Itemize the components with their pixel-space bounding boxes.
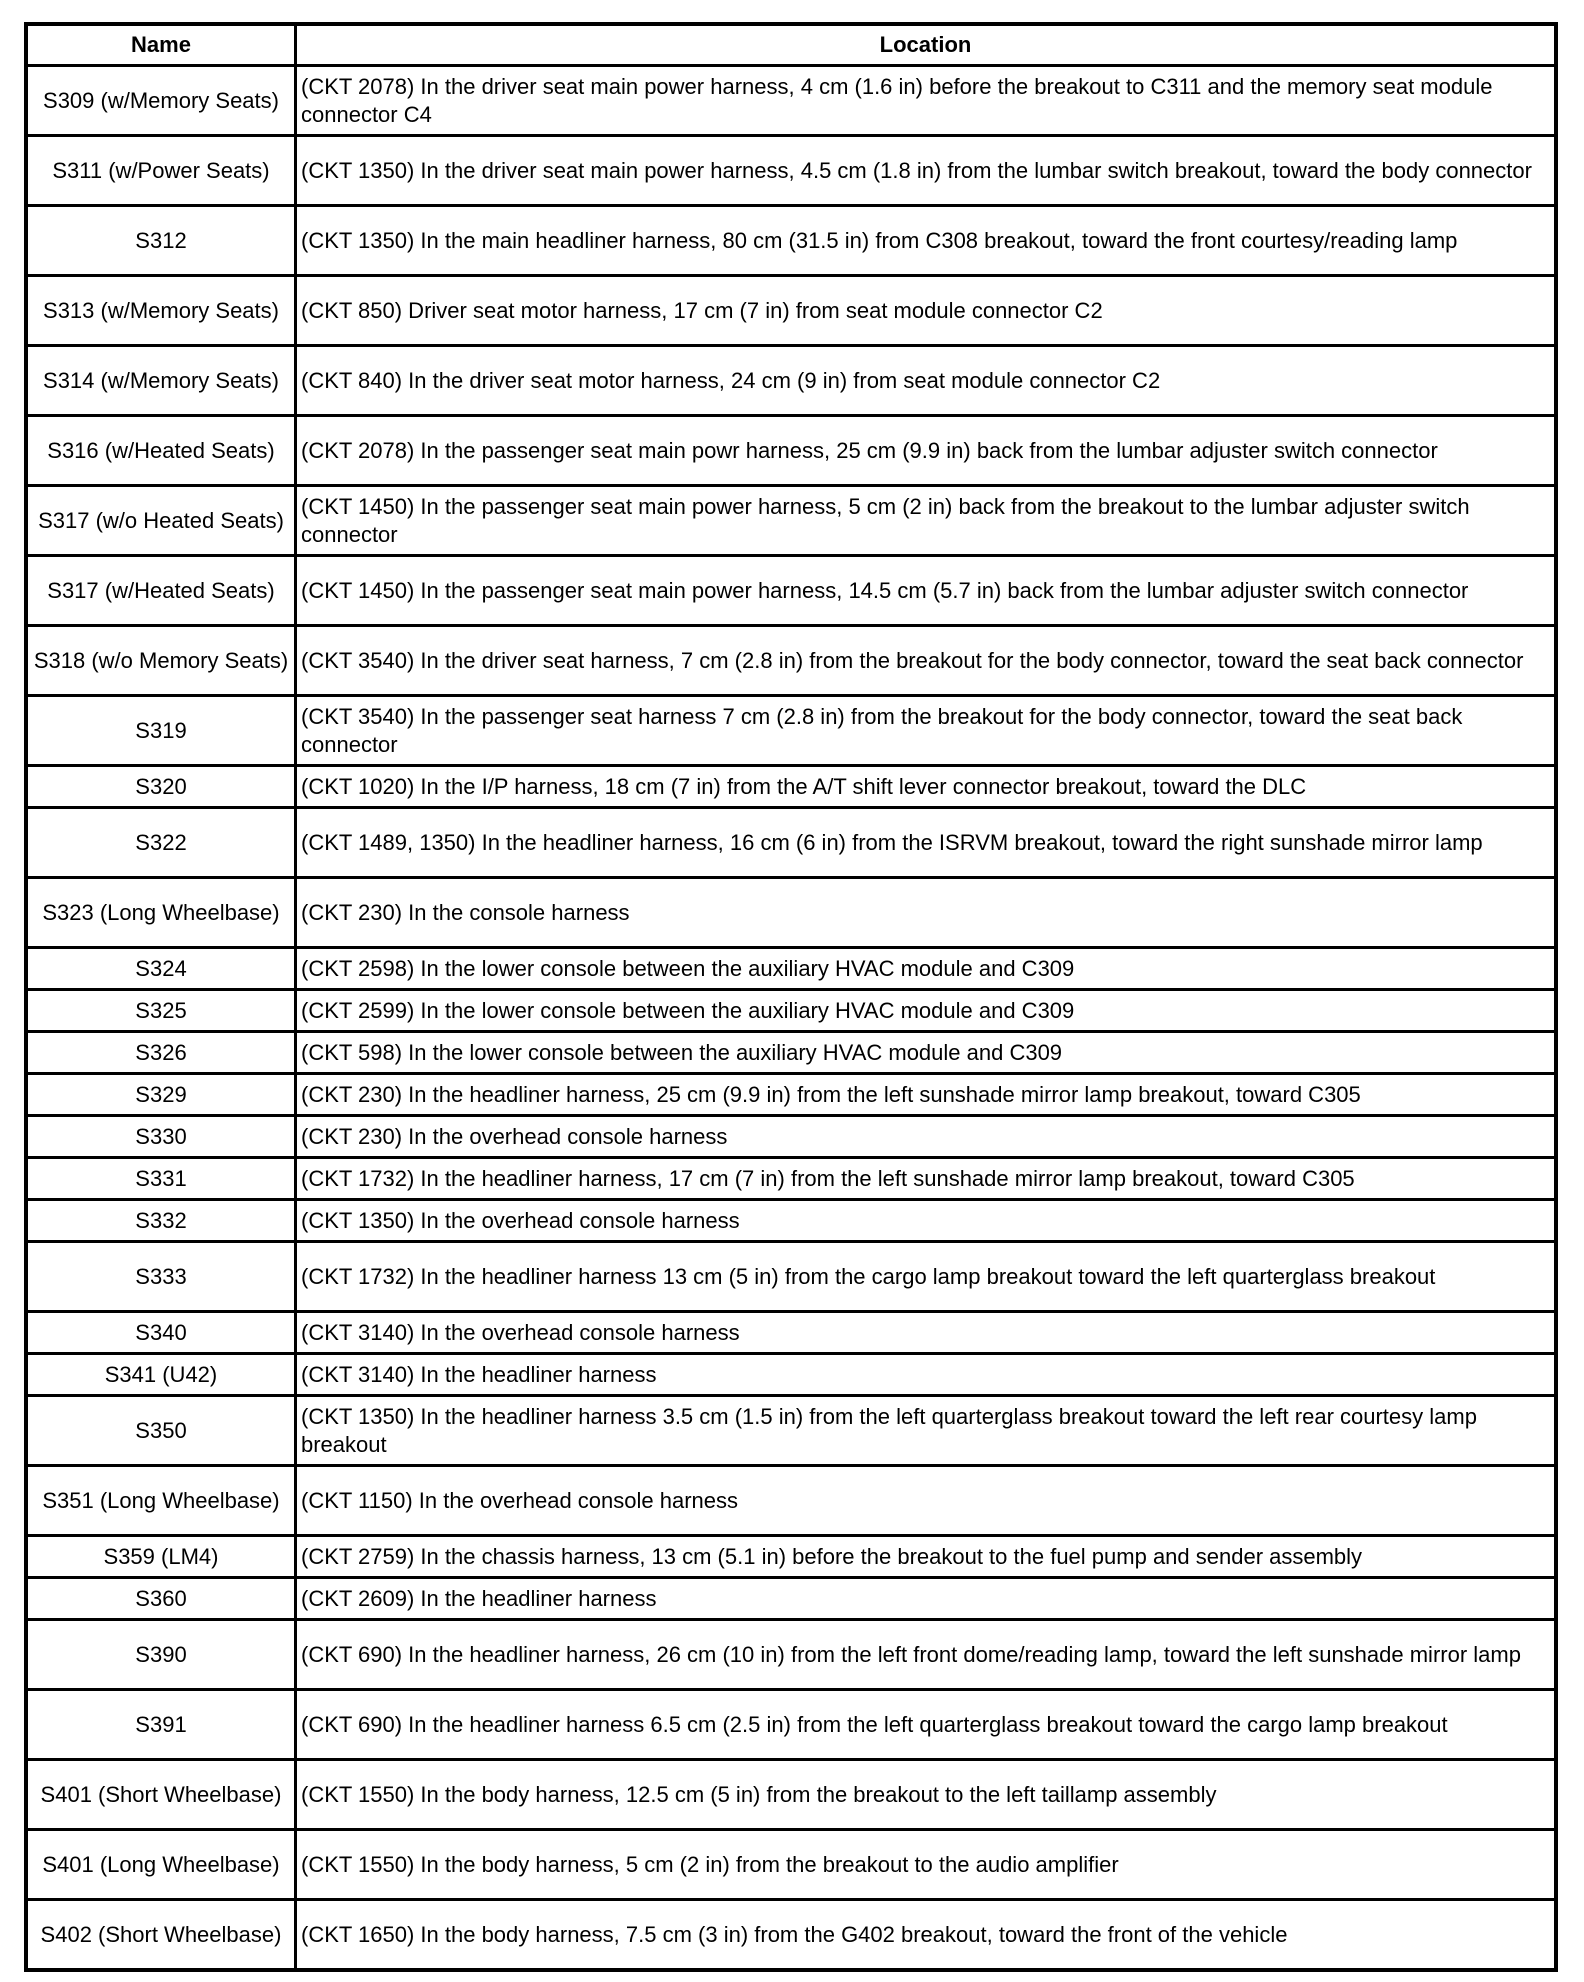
- table-header-row: [26, 24, 1556, 66]
- table-row: [26, 808, 1556, 878]
- splice-location: (CKT 1489, 1350) In the headliner harness, 16 cm (6 in) from the ISRVM breakout, toward the right sunshade mirror lamp: [296, 808, 1557, 878]
- splice-name: S312: [26, 206, 296, 276]
- splice-name: S330: [26, 1116, 296, 1158]
- table-row: [26, 1032, 1556, 1074]
- table-row: [26, 1690, 1556, 1760]
- table-row: [26, 1312, 1556, 1354]
- table-row: [26, 556, 1556, 626]
- table-row: [26, 416, 1556, 486]
- splice-location: (CKT 690) In the headliner harness, 26 cm (10 in) from the left front dome/reading lamp, toward the left sunshade mirror lamp: [296, 1620, 1557, 1690]
- splice-name: S391: [26, 1690, 296, 1760]
- splice-location: (CKT 2078) In the passenger seat main powr harness, 25 cm (9.9 in) back from the lumbar adjuster switch connector: [296, 416, 1557, 486]
- splice-location: (CKT 850) Driver seat motor harness, 17 cm (7 in) from seat module connector C2: [296, 276, 1557, 346]
- splice-name: S319: [26, 696, 296, 766]
- table-row: [26, 206, 1556, 276]
- splice-name: S311 (w/Power Seats): [26, 136, 296, 206]
- splice-location: (CKT 690) In the headliner harness 6.5 cm (2.5 in) from the left quarterglass breakout toward the cargo lamp breakout: [296, 1690, 1557, 1760]
- splice-name: S323 (Long Wheelbase): [26, 878, 296, 948]
- table-row: [26, 1074, 1556, 1116]
- splice-location: (CKT 1732) In the headliner harness, 17 cm (7 in) from the left sunshade mirror lamp breakout, toward C305: [296, 1158, 1557, 1200]
- splice-location: (CKT 2598) In the lower console between the auxiliary HVAC module and C309: [296, 948, 1557, 990]
- splice-location: (CKT 230) In the console harness: [296, 878, 1557, 948]
- splice-name: S341 (U42): [26, 1354, 296, 1396]
- table-row: [26, 1578, 1556, 1620]
- splice-location: (CKT 3540) In the passenger seat harness 7 cm (2.8 in) from the breakout for the body connector, toward the seat back connector: [296, 696, 1557, 766]
- splice-name: S401 (Short Wheelbase): [26, 1760, 296, 1830]
- table-row: [26, 1620, 1556, 1690]
- splice-name: S401 (Long Wheelbase): [26, 1830, 296, 1900]
- splice-location: (CKT 3140) In the headliner harness: [296, 1354, 1557, 1396]
- splice-location: (CKT 1550) In the body harness, 12.5 cm (5 in) from the breakout to the left taillamp assembly: [296, 1760, 1557, 1830]
- splice-location: (CKT 1150) In the overhead console harness: [296, 1466, 1557, 1536]
- table-row: [26, 1900, 1556, 1971]
- splice-location: (CKT 2609) In the headliner harness: [296, 1578, 1557, 1620]
- splice-location: (CKT 230) In the overhead console harness: [296, 1116, 1557, 1158]
- splice-location: (CKT 3140) In the overhead console harness: [296, 1312, 1557, 1354]
- splice-name: S317 (w/Heated Seats): [26, 556, 296, 626]
- splice-location: (CKT 1732) In the headliner harness 13 cm (5 in) from the cargo lamp breakout toward the left quarterglass breakout: [296, 1242, 1557, 1312]
- splice-location: (CKT 230) In the headliner harness, 25 cm (9.9 in) from the left sunshade mirror lamp breakout, toward C305: [296, 1074, 1557, 1116]
- splice-location: (CKT 1020) In the I/P harness, 18 cm (7 in) from the A/T shift lever connector breakout, toward the DLC: [296, 766, 1557, 808]
- column-header-name: Name: [26, 24, 296, 66]
- splice-name: S325: [26, 990, 296, 1032]
- splice-name: S331: [26, 1158, 296, 1200]
- splice-location: (CKT 2078) In the driver seat main power harness, 4 cm (1.6 in) before the breakout to C311 and the memory seat module connector C4: [296, 66, 1557, 136]
- splice-name: S313 (w/Memory Seats): [26, 276, 296, 346]
- splice-location: (CKT 1450) In the passenger seat main power harness, 5 cm (2 in) back from the breakout to the lumbar adjuster switch connector: [296, 486, 1557, 556]
- splice-name: S360: [26, 1578, 296, 1620]
- splice-location-table: [24, 22, 1558, 1972]
- column-header-location: Location: [296, 24, 1557, 66]
- table-row: [26, 1466, 1556, 1536]
- table-row: [26, 990, 1556, 1032]
- splice-location: (CKT 1350) In the driver seat main power harness, 4.5 cm (1.8 in) from the lumbar switch breakout, toward the body connector: [296, 136, 1557, 206]
- splice-location: (CKT 3540) In the driver seat harness, 7 cm (2.8 in) from the breakout for the body connector, toward the seat back connector: [296, 626, 1557, 696]
- table-row: [26, 1116, 1556, 1158]
- table-row: [26, 276, 1556, 346]
- splice-name: S322: [26, 808, 296, 878]
- table-row: [26, 1396, 1556, 1466]
- table-row: [26, 1354, 1556, 1396]
- table-row: [26, 1536, 1556, 1578]
- splice-name: S318 (w/o Memory Seats): [26, 626, 296, 696]
- table-row: [26, 486, 1556, 556]
- table-row: [26, 136, 1556, 206]
- table-row: [26, 1830, 1556, 1900]
- splice-name: S329: [26, 1074, 296, 1116]
- splice-name: S333: [26, 1242, 296, 1312]
- splice-name: S316 (w/Heated Seats): [26, 416, 296, 486]
- table-row: [26, 878, 1556, 948]
- splice-name: S332: [26, 1200, 296, 1242]
- table-row: [26, 766, 1556, 808]
- splice-name: S340: [26, 1312, 296, 1354]
- splice-location: (CKT 1350) In the headliner harness 3.5 cm (1.5 in) from the left quarterglass breakout toward the left rear courtesy lamp breakout: [296, 1396, 1557, 1466]
- splice-name: S359 (LM4): [26, 1536, 296, 1578]
- splice-location: (CKT 1350) In the overhead console harness: [296, 1200, 1557, 1242]
- table-row: [26, 696, 1556, 766]
- splice-name: S317 (w/o Heated Seats): [26, 486, 296, 556]
- table-row: [26, 948, 1556, 990]
- splice-name: S320: [26, 766, 296, 808]
- table-row: [26, 1200, 1556, 1242]
- splice-location: (CKT 840) In the driver seat motor harness, 24 cm (9 in) from seat module connector C2: [296, 346, 1557, 416]
- splice-name: S402 (Short Wheelbase): [26, 1900, 296, 1971]
- table-row: [26, 1760, 1556, 1830]
- table-row: [26, 346, 1556, 416]
- splice-location: (CKT 1350) In the main headliner harness, 80 cm (31.5 in) from C308 breakout, toward the front courtesy/reading lamp: [296, 206, 1557, 276]
- splice-name: S309 (w/Memory Seats): [26, 66, 296, 136]
- splice-location: (CKT 1550) In the body harness, 5 cm (2 in) from the breakout to the audio amplifier: [296, 1830, 1557, 1900]
- splice-location: (CKT 2599) In the lower console between the auxiliary HVAC module and C309: [296, 990, 1557, 1032]
- table-row: [26, 626, 1556, 696]
- splice-location: (CKT 598) In the lower console between the auxiliary HVAC module and C309: [296, 1032, 1557, 1074]
- table-row: [26, 66, 1556, 136]
- splice-name: S390: [26, 1620, 296, 1690]
- splice-name: S350: [26, 1396, 296, 1466]
- splice-name: S351 (Long Wheelbase): [26, 1466, 296, 1536]
- splice-location: (CKT 2759) In the chassis harness, 13 cm (5.1 in) before the breakout to the fuel pump and sender assembly: [296, 1536, 1557, 1578]
- table-row: [26, 1158, 1556, 1200]
- splice-name: S326: [26, 1032, 296, 1074]
- splice-location: (CKT 1650) In the body harness, 7.5 cm (3 in) from the G402 breakout, toward the front of the vehicle: [296, 1900, 1557, 1971]
- splice-location: (CKT 1450) In the passenger seat main power harness, 14.5 cm (5.7 in) back from the lumbar adjuster switch connector: [296, 556, 1557, 626]
- table-row: [26, 1242, 1556, 1312]
- splice-name: S314 (w/Memory Seats): [26, 346, 296, 416]
- splice-name: S324: [26, 948, 296, 990]
